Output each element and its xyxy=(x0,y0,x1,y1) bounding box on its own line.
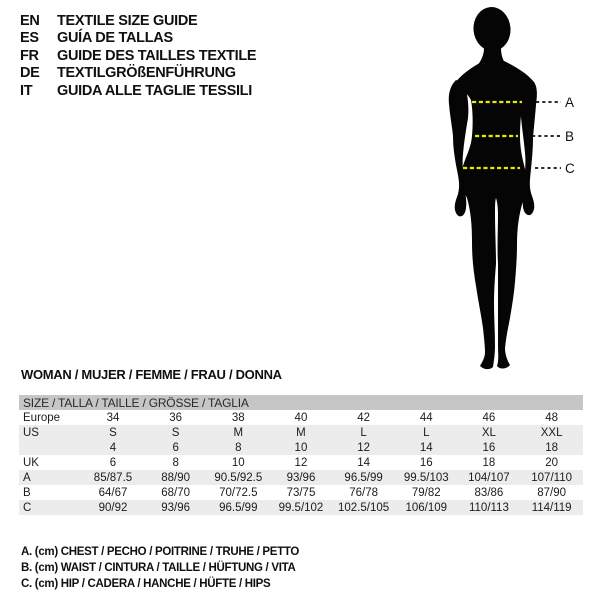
language-code: ES xyxy=(20,30,39,47)
cell: 85/87.5 xyxy=(82,470,145,485)
cell: 79/82 xyxy=(411,486,441,499)
row-label: A xyxy=(19,470,82,485)
cell: XL xyxy=(458,425,521,440)
size-table-header-label: SIZE / TALLA / TAILLE / GRÖSSE / TAGLIA xyxy=(19,395,583,410)
cell: 70/72.5 xyxy=(219,486,258,499)
cell: 90/92 xyxy=(82,500,145,515)
row-label xyxy=(19,440,82,455)
language-code: EN xyxy=(20,12,40,29)
size-table xyxy=(19,395,583,515)
language-row-en xyxy=(20,12,256,30)
cell: S xyxy=(82,425,145,440)
cell: 76/78 xyxy=(349,486,378,499)
cell: 104/107 xyxy=(458,470,521,485)
language-code: DE xyxy=(20,65,40,82)
section-title-woman: WOMAN / MUJER / FEMME / FRAU / DONNA xyxy=(21,367,282,382)
cell: 10 xyxy=(270,440,333,455)
cell: M xyxy=(207,425,270,440)
cell: 64/67 xyxy=(98,486,128,499)
cell: 68/70 xyxy=(161,486,191,499)
table-row-hip-c xyxy=(19,500,583,515)
cell: 102.5/105 xyxy=(332,500,395,515)
cell: 8 xyxy=(172,456,179,469)
language-row-fr xyxy=(20,47,256,65)
cell: 99.5/102 xyxy=(270,500,333,515)
cell: 46 xyxy=(482,411,496,424)
cell: 106/109 xyxy=(395,500,458,515)
cell: 90.5/92.5 xyxy=(207,470,270,485)
cell: 42 xyxy=(357,411,370,424)
cell: 16 xyxy=(458,440,521,455)
cell: L xyxy=(332,425,395,440)
cell: 88/90 xyxy=(144,470,207,485)
woman-silhouette-figure xyxy=(430,2,600,378)
cell: 107/110 xyxy=(520,470,583,485)
language-label: GUIDA ALLE TAGLIE TESSILI xyxy=(57,82,252,99)
cell: XXL xyxy=(520,425,583,440)
label-A: A xyxy=(565,95,575,110)
size-table-header-row xyxy=(19,395,583,410)
cell: 96.5/99 xyxy=(332,470,395,485)
cell: 87/90 xyxy=(537,486,567,499)
row-label: US xyxy=(19,425,82,440)
legend-hip: C. (cm) HIP / CADERA / HANCHE / HÜFTE / HIPS xyxy=(21,577,271,590)
cell: 99.5/103 xyxy=(395,470,458,485)
legend-chest: A. (cm) CHEST / PECHO / POITRINE / TRUHE / PETTO xyxy=(21,546,300,558)
row-label: C xyxy=(19,500,82,515)
language-title-list xyxy=(20,12,256,100)
cell: 44 xyxy=(419,411,433,424)
cell: 73/75 xyxy=(286,486,316,499)
cell: 93/96 xyxy=(144,500,207,515)
cell: 18 xyxy=(520,440,583,455)
language-row-es xyxy=(20,30,256,48)
language-row-it xyxy=(20,82,256,100)
cell: 110/113 xyxy=(458,500,521,515)
cell: 34 xyxy=(106,411,120,424)
table-row-europe xyxy=(19,410,583,425)
cell: L xyxy=(395,425,458,440)
silhouette-left-arm xyxy=(449,80,469,216)
cell: 20 xyxy=(545,456,559,469)
cell: S xyxy=(144,425,207,440)
table-row-uk xyxy=(19,455,583,470)
table-row-us-numeric xyxy=(19,440,583,455)
legend-waist: B. (cm) WAIST / CINTURA / TAILLE / HÜFTUNG / VITA xyxy=(21,561,296,574)
cell: 96.5/99 xyxy=(207,500,270,515)
cell: 114/119 xyxy=(520,500,583,515)
silhouette-right-arm xyxy=(521,82,537,215)
cell: 83/86 xyxy=(474,486,504,499)
table-row-waist-b xyxy=(19,485,583,500)
label-C: C xyxy=(565,161,575,176)
language-label: GUÍA DE TALLAS xyxy=(57,30,173,47)
table-row-us xyxy=(19,425,583,440)
cell: 48 xyxy=(545,411,559,424)
cell: 16 xyxy=(419,456,433,469)
language-label: GUIDE DES TAILLES TEXTILE xyxy=(57,47,257,64)
cell: 10 xyxy=(231,456,245,469)
cell: M xyxy=(270,425,333,440)
cell: 14 xyxy=(395,440,458,455)
language-label: TEXTILE SIZE GUIDE xyxy=(57,12,198,29)
cell: 38 xyxy=(231,411,245,424)
cell: 36 xyxy=(169,411,183,424)
woman-silhouette-svg xyxy=(430,2,600,378)
cell: 18 xyxy=(482,456,496,469)
cell: 12 xyxy=(332,440,395,455)
cell: 8 xyxy=(207,440,270,455)
language-row-de xyxy=(20,65,256,83)
measurement-legend xyxy=(21,545,299,592)
language-label: TEXTILGRÖßENFÜHRUNG xyxy=(57,65,236,82)
cell: 6 xyxy=(109,456,117,469)
cell: 14 xyxy=(357,456,370,469)
cell: 4 xyxy=(82,440,145,455)
row-label: B xyxy=(23,486,31,499)
row-label: Europe xyxy=(23,411,61,424)
cell: 6 xyxy=(144,440,207,455)
cell: 93/96 xyxy=(270,470,333,485)
table-row-chest-a xyxy=(19,470,583,485)
silhouette-shape xyxy=(449,5,537,369)
label-B: B xyxy=(565,129,575,144)
cell: 12 xyxy=(294,456,308,469)
row-label: UK xyxy=(23,456,39,469)
pointer-dash-lines xyxy=(532,102,561,168)
language-code: FR xyxy=(20,47,39,64)
cell: 40 xyxy=(294,411,308,424)
language-code: IT xyxy=(20,82,33,99)
